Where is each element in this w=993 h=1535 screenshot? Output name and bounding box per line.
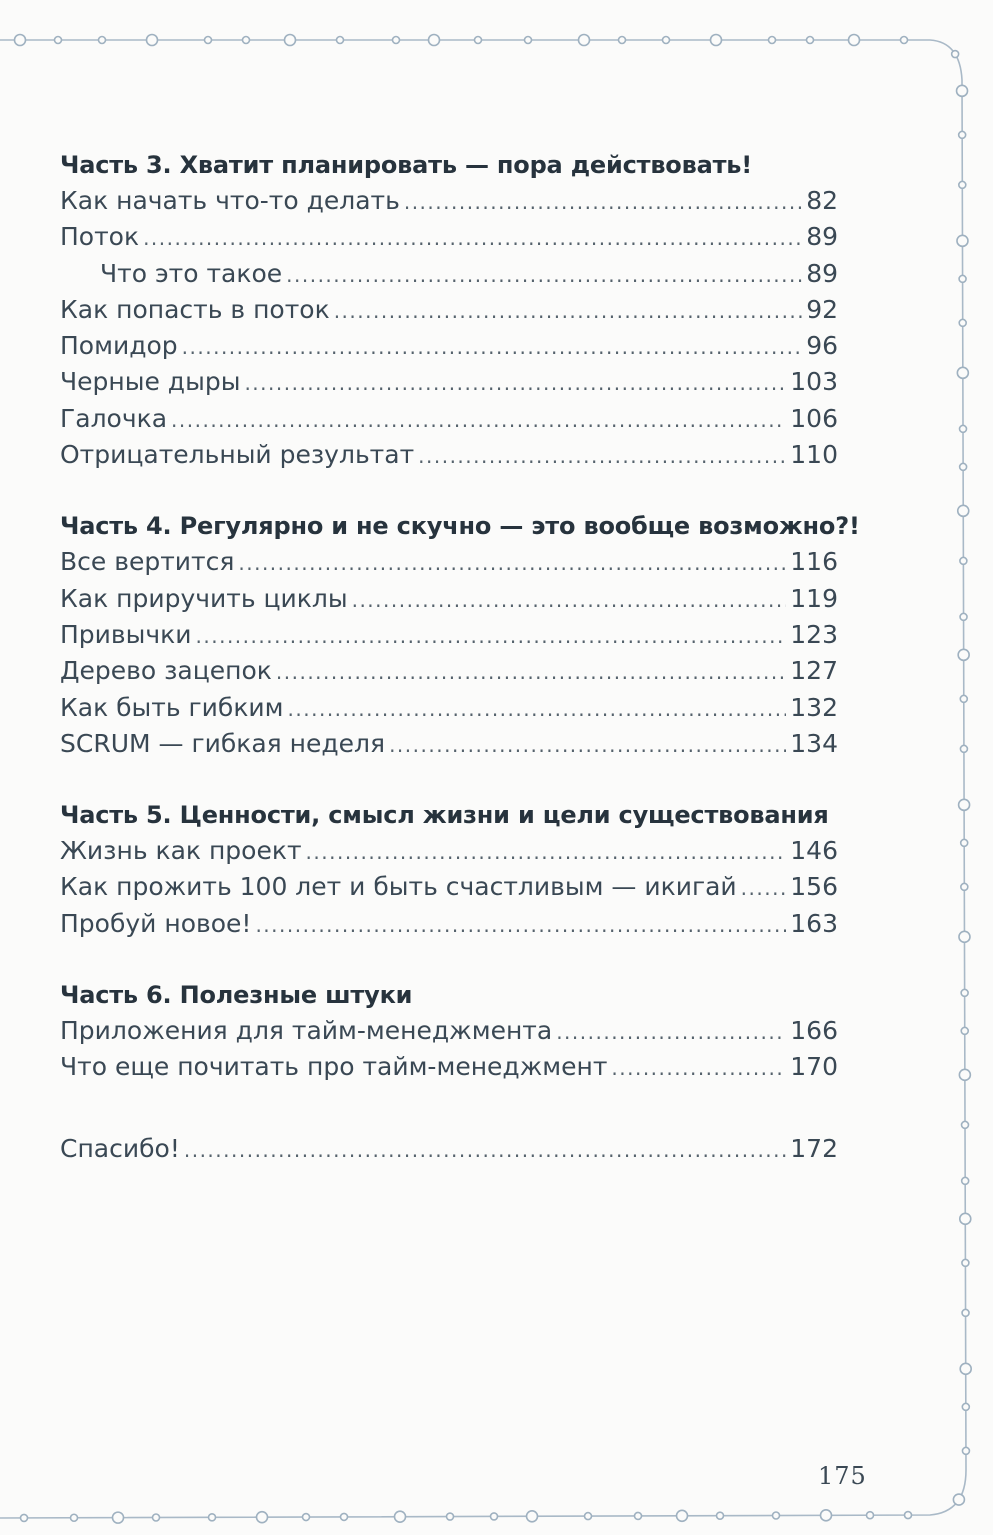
toc-entry: Привычки ..... 123 bbox=[60, 617, 838, 653]
toc-entry: Дерево зацепок ..... 127 bbox=[60, 653, 838, 689]
toc-entry: Как начать что-то делать ..... 82 bbox=[60, 183, 838, 219]
part-title: Часть 6. Полезные штуки bbox=[60, 981, 413, 1010]
toc-entry: Галочка ..... 106 bbox=[60, 401, 838, 437]
toc-entry: Отрицательный результат ..... 110 bbox=[60, 437, 838, 473]
toc-subentry: Что это такое ..... 89 bbox=[60, 256, 838, 292]
part-title: Часть 3. Хватит планировать — пора действовать! bbox=[60, 151, 753, 179]
toc-entry: Как прожить 100 лет и быть счастливым — икигай ..... 156 bbox=[60, 869, 838, 905]
part-4 bbox=[60, 508, 860, 762]
toc-entry: Пробуй новое! ..... 163 bbox=[60, 906, 838, 942]
toc-entry: Как быть гибким ..... 132 bbox=[60, 690, 838, 726]
toc-entry-thanks: Спасибо! ..... 172 bbox=[60, 1131, 838, 1167]
toc-entry: Как приручить циклы ..... 119 bbox=[60, 581, 838, 617]
toc-entry: Черные дыры ..... 103 bbox=[60, 364, 838, 400]
toc-entry: Помидор ..... 96 bbox=[60, 328, 838, 364]
toc-entry: Как попасть в поток ..... 92 bbox=[60, 292, 838, 328]
part-5 bbox=[60, 797, 838, 942]
page-number: 175 bbox=[818, 1462, 867, 1490]
part-title: Часть 5. Ценности, смысл жизни и цели существования bbox=[60, 801, 829, 830]
table-of-contents bbox=[60, 147, 860, 1167]
toc-entry: Поток ..... 89 bbox=[60, 219, 838, 255]
toc-entry: Все вертится ..... 116 bbox=[60, 544, 838, 580]
part-title: Часть 4. Регулярно и не скучно — это вообще возможно?! bbox=[60, 512, 860, 541]
toc-entry: Что еще почитать про тайм-менеджмент ..... 170 bbox=[60, 1049, 838, 1085]
toc-entry: SCRUM — гибкая неделя ..... 134 bbox=[60, 726, 838, 762]
toc-entry: Жизнь как проект ..... 146 bbox=[60, 833, 838, 869]
toc-entry: Приложения для тайм-менеджмента ..... 166 bbox=[60, 1013, 838, 1049]
part-6 bbox=[60, 977, 838, 1086]
part-3 bbox=[60, 147, 838, 473]
